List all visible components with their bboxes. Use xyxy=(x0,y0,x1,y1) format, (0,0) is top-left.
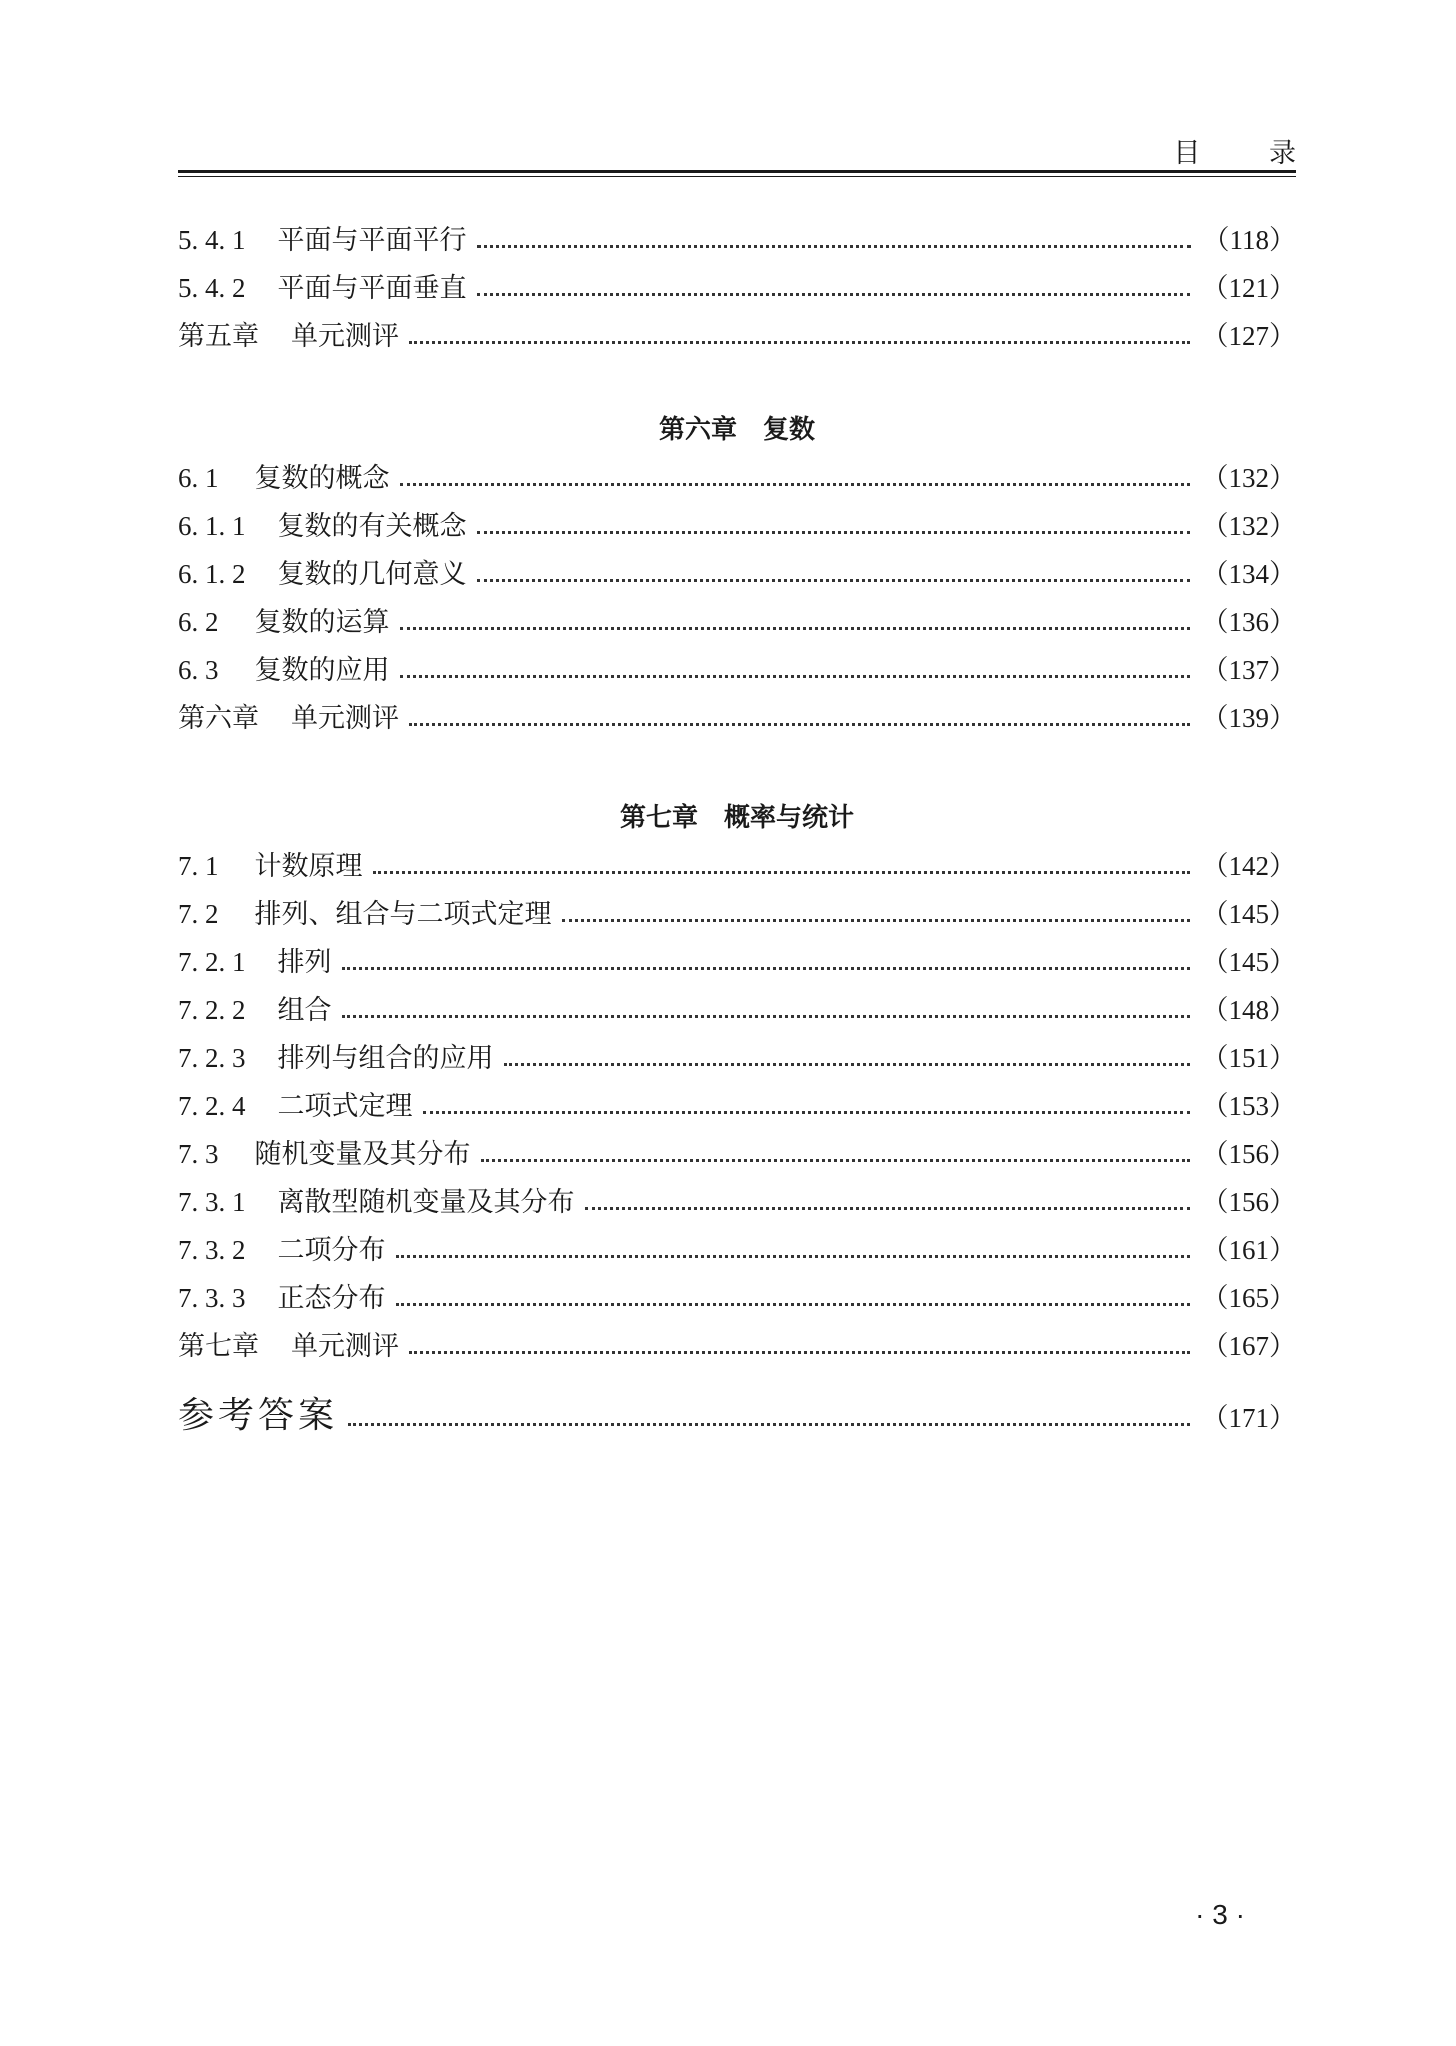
entry-title: 计数原理 xyxy=(254,851,363,882)
entry-number: 6. 1. 2 xyxy=(178,559,246,589)
toc-entry[interactable] xyxy=(178,846,1296,886)
answers-title: 参考答案 xyxy=(178,1395,339,1436)
entry-number: 7. 2. 1 xyxy=(178,947,246,977)
dot-leader xyxy=(585,1207,1190,1210)
toc-entry[interactable] xyxy=(178,1038,1296,1078)
entry-page: （145） xyxy=(1201,947,1296,977)
entry-title: 复数的概念 xyxy=(254,463,390,494)
entry-number: 7. 2. 2 xyxy=(178,995,246,1025)
entry-page: （118） xyxy=(1202,225,1296,255)
chapter-heading: 第七章 概率与统计 xyxy=(619,803,854,833)
dot-leader xyxy=(396,1303,1190,1306)
header-rule-thick xyxy=(178,170,1296,173)
header-title: 目 录 xyxy=(1173,138,1326,169)
entry-title: 排列与组合的应用 xyxy=(277,1043,494,1074)
toc-entry[interactable] xyxy=(178,1230,1296,1270)
toc-entry-answers[interactable] xyxy=(178,1388,1296,1444)
dot-leader xyxy=(409,341,1190,344)
entry-page: （151） xyxy=(1201,1043,1296,1073)
toc-entry[interactable] xyxy=(178,220,1296,260)
entry-number: 第六章 xyxy=(178,703,259,734)
entry-number: 6. 1 xyxy=(178,463,219,493)
entry-page: （153） xyxy=(1201,1091,1296,1121)
dot-leader xyxy=(373,871,1190,874)
entry-number: 7. 2. 3 xyxy=(178,1043,246,1073)
entry-page: （134） xyxy=(1201,559,1296,589)
entry-number: 7. 3. 3 xyxy=(178,1283,246,1313)
running-header xyxy=(178,138,1326,170)
entry-number: 6. 2 xyxy=(178,607,219,637)
entry-page: （127） xyxy=(1201,321,1296,351)
entry-title: 单元测评 xyxy=(291,321,399,352)
toc-entry[interactable] xyxy=(178,894,1296,934)
entry-page: （121） xyxy=(1201,273,1296,303)
entry-number: 7. 3. 2 xyxy=(178,1235,246,1265)
entry-title: 二项式定理 xyxy=(277,1091,413,1122)
toc-entry[interactable] xyxy=(178,650,1296,690)
dot-leader xyxy=(477,293,1190,296)
entry-title: 二项分布 xyxy=(277,1235,386,1266)
entry-page: （132） xyxy=(1201,463,1296,493)
chapter-heading: 第六章 复数 xyxy=(658,415,815,445)
dot-leader xyxy=(409,1351,1190,1354)
toc-entry[interactable] xyxy=(178,602,1296,642)
answers-page: （171） xyxy=(1201,1403,1296,1433)
dot-leader xyxy=(477,245,1191,248)
dot-leader xyxy=(504,1063,1190,1066)
dot-leader xyxy=(396,1255,1190,1258)
entry-title: 平面与平面垂直 xyxy=(277,273,467,304)
entry-number: 5. 4. 2 xyxy=(178,273,246,303)
entry-number: 7. 3 xyxy=(178,1139,219,1169)
dot-leader xyxy=(477,579,1190,582)
toc-entry[interactable] xyxy=(178,316,1296,356)
dot-leader xyxy=(342,967,1190,970)
toc-entry[interactable] xyxy=(178,1326,1296,1366)
dot-leader xyxy=(562,919,1190,922)
toc-entry[interactable] xyxy=(178,506,1296,546)
entry-number: 7. 1 xyxy=(178,851,219,881)
dot-leader xyxy=(400,627,1190,630)
entry-number: 第五章 xyxy=(178,321,259,352)
entry-page: （132） xyxy=(1201,511,1296,541)
toc-entry[interactable] xyxy=(178,1278,1296,1318)
toc-entry[interactable] xyxy=(178,1182,1296,1222)
entry-page: （139） xyxy=(1201,703,1296,733)
entry-page: （161） xyxy=(1201,1235,1296,1265)
entry-title: 组合 xyxy=(277,995,332,1026)
entry-number: 7. 3. 1 xyxy=(178,1187,246,1217)
dot-leader xyxy=(400,483,1190,486)
entry-page: （148） xyxy=(1201,995,1296,1025)
entry-page: （137） xyxy=(1201,655,1296,685)
entry-page: （156） xyxy=(1201,1187,1296,1217)
entry-title: 离散型随机变量及其分布 xyxy=(277,1187,575,1218)
entry-number: 5. 4. 1 xyxy=(178,225,246,255)
dot-leader xyxy=(348,1423,1189,1426)
entry-page: （167） xyxy=(1201,1331,1296,1361)
page-number: · 3 · xyxy=(1195,1899,1245,1930)
entry-page: （145） xyxy=(1201,899,1296,929)
entry-title: 复数的有关概念 xyxy=(277,511,467,542)
entry-title: 排列 xyxy=(277,947,332,978)
toc-entry[interactable] xyxy=(178,990,1296,1030)
toc-entry[interactable] xyxy=(178,268,1296,308)
dot-leader xyxy=(400,675,1190,678)
entry-number: 6. 3 xyxy=(178,655,219,685)
toc-entry[interactable] xyxy=(178,942,1296,982)
entry-title: 随机变量及其分布 xyxy=(254,1139,471,1170)
entry-page: （156） xyxy=(1201,1139,1296,1169)
toc-entry[interactable] xyxy=(178,1086,1296,1126)
entry-number: 第七章 xyxy=(178,1331,259,1362)
entry-title: 排列、组合与二项式定理 xyxy=(254,899,552,930)
entry-title: 复数的几何意义 xyxy=(277,559,467,590)
entry-page: （136） xyxy=(1201,607,1296,637)
toc-entry[interactable] xyxy=(178,1134,1296,1174)
entry-number: 7. 2. 4 xyxy=(178,1091,246,1121)
entry-title: 正态分布 xyxy=(277,1283,386,1314)
dot-leader xyxy=(342,1015,1190,1018)
entry-title: 平面与平面平行 xyxy=(277,225,467,256)
dot-leader xyxy=(481,1159,1190,1162)
dot-leader xyxy=(423,1111,1190,1114)
entry-number: 7. 2 xyxy=(178,899,219,929)
dot-leader xyxy=(477,531,1190,534)
entry-number: 6. 1. 1 xyxy=(178,511,246,541)
entry-title: 单元测评 xyxy=(291,703,399,734)
entry-title: 复数的应用 xyxy=(254,655,390,686)
toc-entry[interactable] xyxy=(178,698,1296,738)
toc-entry[interactable] xyxy=(178,458,1296,498)
toc-entry[interactable] xyxy=(178,554,1296,594)
entry-title: 单元测评 xyxy=(291,1331,399,1362)
entry-page: （142） xyxy=(1201,851,1296,881)
dot-leader xyxy=(409,723,1190,726)
header-rule-thin xyxy=(178,176,1296,177)
entry-title: 复数的运算 xyxy=(254,607,390,638)
entry-page: （165） xyxy=(1201,1283,1296,1313)
